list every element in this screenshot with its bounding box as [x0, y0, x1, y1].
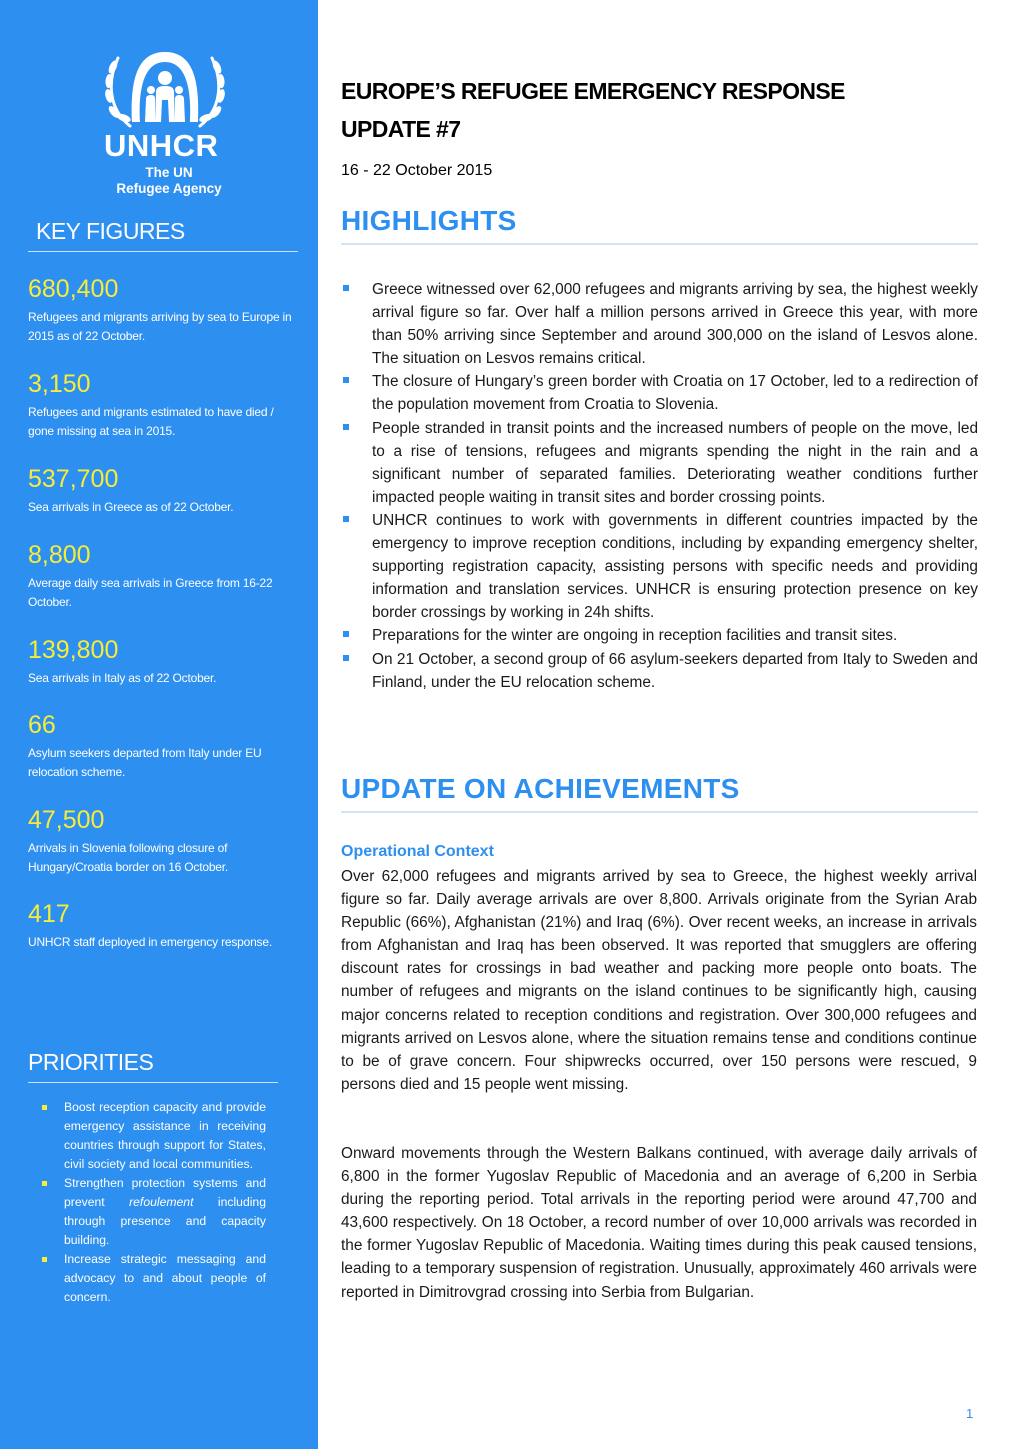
logo-wordmark: UNHCR: [104, 128, 219, 163]
priorities-heading: PRIORITIES: [28, 1049, 278, 1083]
highlight-text: On 21 October, a second group of 66 asylum-seekers departed from Italy to Sweden and Finland, under the EU relocation scheme.: [372, 650, 978, 691]
priority-item: [40, 1174, 266, 1250]
bullet-square-icon: [343, 516, 349, 522]
bullet-square-icon: [343, 377, 349, 383]
report-title-line1: EUROPE’S REFUGEE EMERGENCY RESPONSE: [341, 78, 845, 104]
bullet-square-icon: [42, 1105, 47, 1110]
key-figure-value: 537,700: [28, 465, 119, 493]
bullet-square-icon: [343, 655, 349, 661]
bullet-square-icon: [343, 424, 349, 430]
key-figure-value: 417: [28, 900, 70, 928]
bullet-square-icon: [343, 285, 349, 291]
priority-text: Boost reception capacity and provide emergency assistance in receiving countries through support for States, civil society and local communities.: [64, 1100, 266, 1171]
key-figure-label: Asylum seekers departed from Italy under EU relocation scheme.: [28, 746, 262, 779]
highlight-text: Greece witnessed over 62,000 refugees and migrants arriving by sea, the highest weekly arrival figure so far. Over half a million persons arrived in Greece this year, with more than 50% arriving since September and around 300,000 on the island of Lesvos alone. The situation on Lesvos remains critical.: [372, 281, 978, 368]
report-title-line2: UPDATE #7: [341, 116, 461, 142]
priority-item: [40, 1250, 266, 1307]
key-figure: [28, 464, 298, 517]
key-figure-label: Refugees and migrants estimated to have died / gone missing at sea in 2015.: [28, 405, 274, 438]
highlight-text: UNHCR continues to work with governments in different countries impacted by the emergency to improve reception conditions, including by expanding emergency shelter, supporting registration capacity, assisting persons with specific needs and providing information and translation services. UNHCR is ensuring protection presence on key border crossings by working in 24h shifts.: [372, 511, 978, 622]
achievements-heading: UPDATE ON ACHIEVEMENTS: [341, 773, 978, 813]
key-figure: [28, 899, 298, 952]
key-figure: [28, 369, 298, 441]
highlight-item: [341, 648, 978, 694]
highlights-heading: HIGHLIGHTS: [341, 205, 978, 245]
highlight-text: The closure of Hungary’s green border with Croatia on 17 October, led to a redirection of the population movement from Croatia to Slovenia.: [372, 373, 978, 414]
key-figure-value: 139,800: [28, 636, 119, 664]
key-figure-value: 47,500: [28, 806, 105, 834]
bullet-square-icon: [343, 631, 349, 637]
highlight-text: People stranded in transit points and the increased numbers of people on the move, led to a rise of tensions, refugees and migrants spending the night in the rain and a significant number of separated families. Deteriorating weather conditions further impacted people waiting in transit sites and border crossing points.: [372, 419, 978, 506]
bullet-square-icon: [42, 1181, 47, 1186]
priority-text-after: including through presence and capacity building.: [64, 1195, 266, 1247]
highlights-list: [341, 278, 978, 694]
key-figure-value: 8,800: [28, 541, 91, 569]
bullet-square-icon: [42, 1257, 47, 1262]
priority-text: Strengthen protection systems and prevent: [64, 1176, 266, 1209]
key-figure: [28, 805, 298, 877]
sidebar: [0, 0, 318, 1449]
key-figure-label: Average daily sea arrivals in Greece from 16-22 October.: [28, 576, 273, 609]
unhcr-emblem-icon: [100, 48, 230, 132]
key-figure-label: Refugees and migrants arriving by sea to Europe in 2015 as of 22 October.: [28, 310, 292, 343]
key-figure-label: UNHCR staff deployed in emergency response.: [28, 935, 272, 949]
key-figure: [28, 710, 298, 782]
operational-context-heading: Operational Context: [341, 843, 494, 860]
highlight-item: [341, 370, 978, 416]
key-figures-heading: KEY FIGURES: [28, 218, 298, 252]
priority-text-italic: refoulement: [129, 1195, 194, 1209]
logo-subtitle-line1: The UN: [145, 165, 193, 180]
key-figure-value: 66: [28, 711, 56, 739]
highlight-item: [341, 417, 978, 509]
key-figure: [28, 274, 298, 346]
key-figure-label: Arrivals in Slovenia following closure of Hungary/Croatia border on 16 October.: [28, 841, 229, 874]
unhcr-logo: [100, 48, 240, 198]
highlight-item: [341, 509, 978, 624]
body-paragraph: Over 62,000 refugees and migrants arrived by sea to Greece, the highest weekly arrival figure so far. Daily average arrivals are over 8,800. Arrivals originate from the Syrian Arab Republic (66%), Afghanistan (21%) and Iraq (6%). Over recent weeks, an increase in arrivals from Afghanistan and Iraq has been observed. It was reported that smugglers are offering discount rates for crossings in bad weather and packing more people onto boats. The number of refugees and migrants on the island continues to be significantly high, causing major concerns related to reception conditions and registration. Over 300,000 refugees and migrants arrived on Lesvos alone, where the situation remains tense and conditions continue to be of grave concern. Four shipwrecks occurred, over 150 persons were rescued, 9 persons died and 15 people went missing.: [341, 868, 977, 1093]
key-figure-label: Sea arrivals in Greece as of 22 October.: [28, 500, 234, 514]
highlight-item: [341, 278, 978, 370]
key-figure-value: 3,150: [28, 370, 91, 398]
priorities-list: [40, 1098, 266, 1307]
logo-subtitle-line2: Refugee Agency: [116, 181, 222, 196]
body-paragraph: Onward movements through the Western Balkans continued, with average daily arrivals of 6,800 in the former Yugoslav Republic of Macedonia and an average of 6,200 in Serbia during the reporting period. Total arrivals in the reporting period were around 47,700 and 43,600 respectively. On 18 October, a record number of over 10,000 arrivals was recorded in the former Yugoslav Republic of Macedonia. Waiting times during this peak caused tensions, leading to a temporary suspension of registration. Unusually, approximately 460 arrivals were reported in Dimitrovgrad crossing into Serbia from Bulgarian.: [341, 1145, 977, 1301]
highlight-item: [341, 624, 978, 647]
key-figure: [28, 540, 298, 612]
priority-text: Increase strategic messaging and advocacy to and about people of concern.: [64, 1252, 266, 1304]
page-number: 1: [966, 1406, 974, 1421]
priority-item: [40, 1098, 266, 1174]
report-date: 16 - 22 October 2015: [341, 162, 493, 179]
key-figure-value: 680,400: [28, 275, 119, 303]
highlight-text: Preparations for the winter are ongoing in reception facilities and transit sites.: [372, 627, 898, 645]
key-figure-label: Sea arrivals in Italy as of 22 October.: [28, 671, 217, 685]
key-figure: [28, 635, 298, 688]
